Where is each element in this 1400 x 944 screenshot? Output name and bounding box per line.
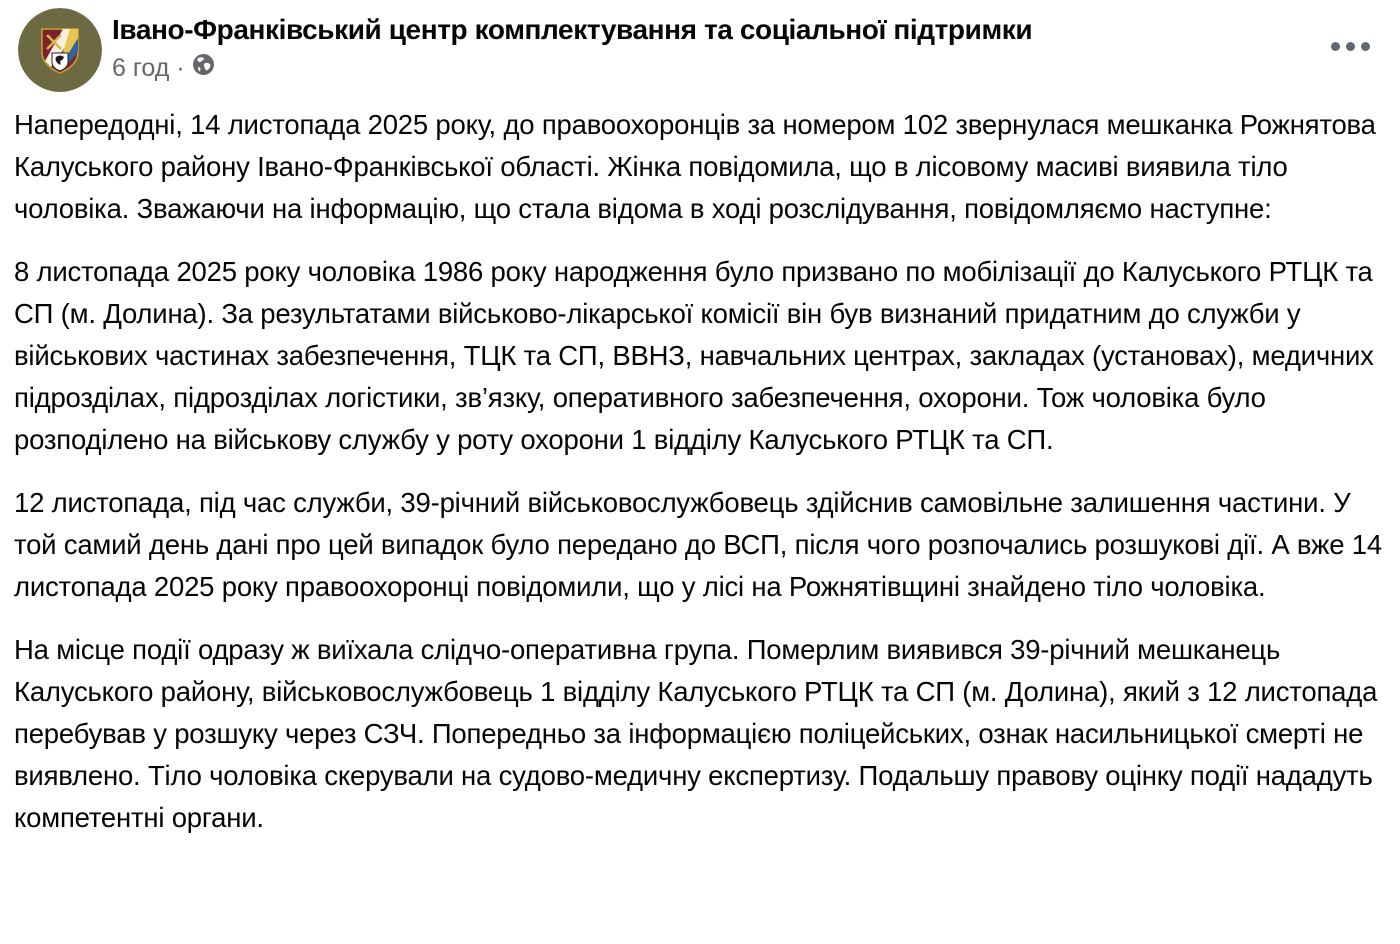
meta-separator: · <box>176 53 185 82</box>
post-paragraph: 8 листопада 2025 року чоловіка 1986 року народження було призвано по мобілізації до Калуського РТЦК та СП (м. Долина). За результатами військово-лікарської комісії він був визнаний придатним до служби у військових частинах забезпечення, ТЦК та СП, ВВНЗ, навчальних центрах, закладах (установах), медичних підрозділах, підрозділах логістики, зв’язку, оперативного забезпечення, охорони. Тож чоловіка було розподілено на військову службу у роту охорони 1 відділу Калуського РТЦК та СП. <box>14 256 1374 455</box>
ellipsis-dot <box>1361 42 1370 51</box>
post-paragraph: Напередодні, 14 листопада 2025 року, до правоохоронців за номером 102 звернулася мешканка Рожнятова Калуського району Івано-Франківської області. Жінка повідомила, що в лісовому масиві виявила тіло чоловіка. Зважаючи на інформацію, що стала відома в ході розслідування, повідомляємо наступне: <box>14 109 1376 224</box>
post-options-button[interactable] <box>1322 26 1378 66</box>
header-info <box>112 8 1032 83</box>
post-text <box>0 104 1400 839</box>
post-header <box>0 0 1400 92</box>
military-unit-shield-emblem-icon <box>18 8 102 92</box>
post-paragraph: 12 листопада, під час служби, 39-річний військовослужбовець здійснив самовільне залишення частини. У той самий день дані про цей випадок було передано до ВСП, після чого розпочались розшукові дії. А вже 14 листопада 2025 року правоохоронці повідомили, що у лісі на Рожнятівщині знайдено тіло чоловіка. <box>14 487 1382 602</box>
timestamp[interactable]: 6 год <box>112 53 170 82</box>
post-meta <box>112 53 1032 83</box>
ellipsis-dot <box>1331 42 1340 51</box>
page-name-link[interactable]: Івано-Франківський центр комплектування та соціальної підтримки <box>112 14 1033 45</box>
post-paragraph: На місце події одразу ж виїхала слідчо-оперативна група. Померлим виявився 39-річний мешканець Калуського району, військовослужбовець 1 відділу Калуського РТЦК та СП (м. Долина), який з 12 листопада перебував у розшуку через СЗЧ. Попередньо за інформацією поліцейських, ознак насильницької смерті не виявлено. Тіло чоловіка скерували на судово-медичну експертизу. Подальшу правову оцінку події нададуть компетентні органи. <box>14 634 1378 833</box>
globe-icon <box>192 53 215 83</box>
ellipsis-dot <box>1346 42 1355 51</box>
avatar[interactable] <box>18 8 102 92</box>
